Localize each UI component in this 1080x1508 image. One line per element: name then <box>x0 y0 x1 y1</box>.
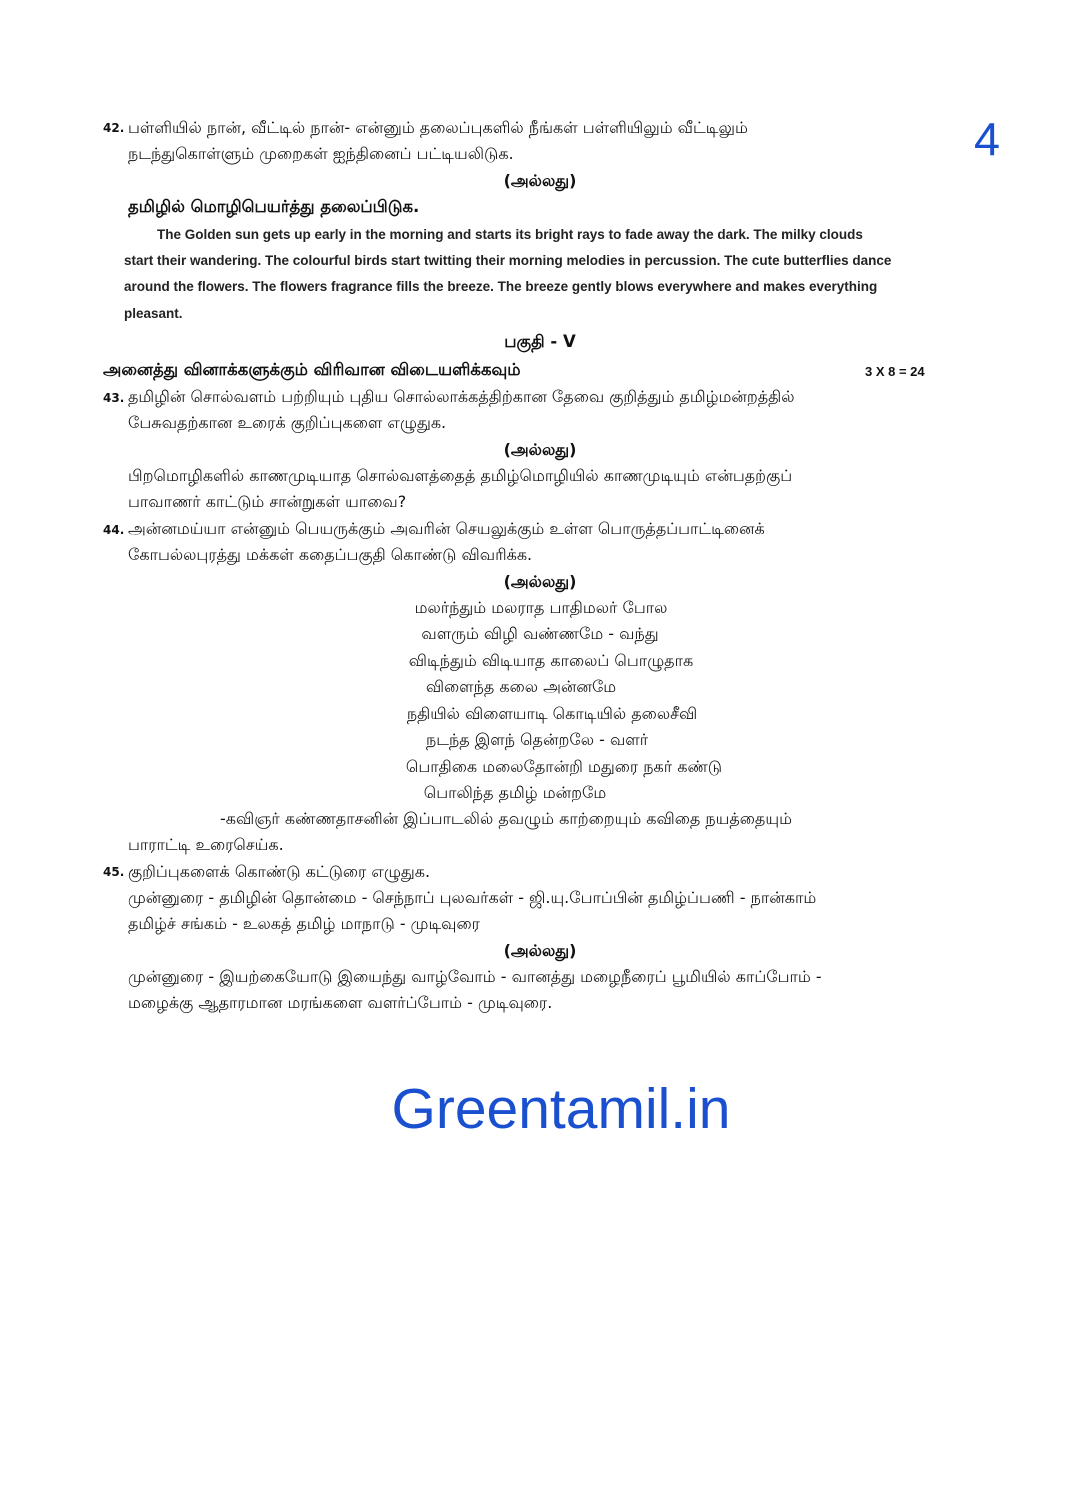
question-text-line: பள்ளியில் நான், வீட்டில் நான்- என்னும் தலைப்புகளில் நீங்கள் பள்ளியிலும் வீட்டிலும் <box>128 118 748 137</box>
poem-line: விடிந்தும் விடியாத காலைப் பொழுதாக <box>408 651 694 670</box>
or-separator: (அல்லது) <box>503 171 577 190</box>
english-passage-line: pleasant. <box>124 306 183 321</box>
question-text-line: தமிழின் சொல்வளம் பற்றியும் புதிய சொல்லாக்கத்திற்கான தேவை குறித்தும் தமிழ்மன்றத்தில் <box>128 387 795 406</box>
poem-line: பொதிகை மலைதோன்றி மதுரை நகர் கண்டு <box>405 757 723 776</box>
question-text-line: நடந்துகொள்ளும் முறைகள் ஐந்தினைப் பட்டியலிடுக. <box>128 144 514 163</box>
english-passage-line: around the flowers. The flowers fragrance fills the breeze. The breeze gently blows everywhere and makes everything <box>124 279 878 294</box>
question-text-line: முன்னுரை - இயற்கையோடு இயைந்து வாழ்வோம் - வானத்து மழைநீரைப் பூமியில் காப்போம் - <box>128 967 822 986</box>
poem-line: நதியில் விளையாடி கொடியில் தலைசீவி <box>406 704 698 723</box>
or-separator: (அல்லது) <box>503 941 577 960</box>
question-number: 43. <box>103 391 125 405</box>
site-watermark: Greentamil.in <box>391 1077 731 1141</box>
question-text-line: கோபல்லபுரத்து மக்கள் கதைப்பகுதி கொண்டு விவரிக்க. <box>128 545 533 564</box>
section-title: பகுதி - V <box>504 332 576 351</box>
section-marks: 3 X 8 = 24 <box>865 364 925 379</box>
question-text-line: மழைக்கு ஆதாரமான மரங்களை வளர்ப்போம் - முடிவுரை. <box>128 993 553 1012</box>
poem-line: பொலிந்த தமிழ் மன்றமே <box>423 783 607 802</box>
or-separator: (அல்லது) <box>503 572 577 591</box>
question-number: 45. <box>103 865 125 879</box>
translation-heading: தமிழில் மொழிபெயர்த்து தலைப்பிடுக. <box>128 197 420 216</box>
question-text-line: பேசுவதற்கான உரைக் குறிப்புகளை எழுதுக. <box>128 413 447 432</box>
english-passage-line: The Golden sun gets up early in the morning and starts its bright rays to fade away the dark. The milky clouds <box>157 227 863 242</box>
section-instruction: அனைத்து வினாக்களுக்கும் விரிவான விடையளிக்கவும் <box>103 360 521 379</box>
poem-line: மலர்ந்தும் மலராத பாதிமலர் போல <box>414 598 668 617</box>
question-text-line: அன்னமய்யா என்னும் பெயருக்கும் அவரின் செயலுக்கும் உள்ள பொருத்தப்பாட்டினைக் <box>128 519 765 538</box>
poem-attribution: -கவிஞர் கண்ணதாசனின் இப்பாடலில் தவழும் காற்றையும் கவிதை நயத்தையும் <box>220 809 792 828</box>
question-text-line: தமிழ்ச் சங்கம் - உலகத் தமிழ் மாநாடு - முடிவுரை <box>128 914 480 933</box>
poem-line: நடந்த இளந் தென்றலே - வளர் <box>425 730 649 749</box>
poem-line: விளைந்த கலை அன்னமே <box>425 677 617 696</box>
question-text-line: பாவாணர் காட்டும் சான்றுகள் யாவை? <box>128 492 407 511</box>
english-passage-line: start their wandering. The colourful birds start twitting their morning melodies in percussion. The cute butterflies dance <box>124 253 892 268</box>
question-text-line: குறிப்புகளைக் கொண்டு கட்டுரை எழுதுக. <box>128 862 431 881</box>
question-number: 44. <box>103 523 125 537</box>
poem-line: வளரும் விழி வண்ணமே - வந்து <box>421 624 659 643</box>
page-number: 4 <box>974 113 1001 165</box>
question-number: 42. <box>103 121 125 135</box>
question-text-line: பாராட்டி உரைசெய்க. <box>128 835 284 854</box>
question-text-line: முன்னுரை - தமிழின் தொன்மை - செந்நாப் புலவர்கள் - ஜி.யு.போப்பின் தமிழ்ப்பணி - நான்காம் <box>128 888 817 907</box>
question-text-line: பிறமொழிகளில் காணமுடியாத சொல்வளத்தைத் தமிழ்மொழியில் காணமுடியும் என்பதற்குப் <box>128 466 793 485</box>
or-separator: (அல்லது) <box>503 440 577 459</box>
